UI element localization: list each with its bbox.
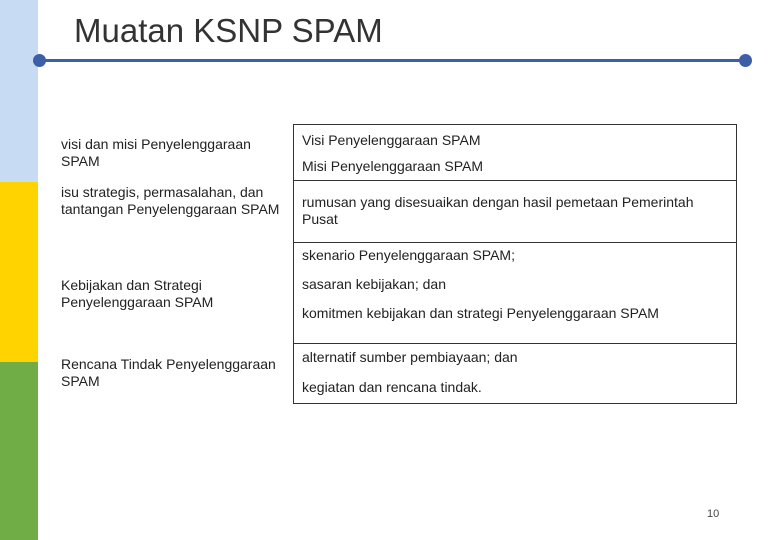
item-skenario: skenario Penyelenggaraan SPAM; [302, 247, 515, 263]
box-visi-misi [293, 124, 737, 181]
item-rumusan: rumusan yang disesuaikan dengan hasil pemetaan Pemerintah Pusat [302, 194, 694, 227]
side-bar-yellow [0, 182, 38, 362]
side-bar-blue [0, 0, 38, 182]
item-misi: Misi Penyelenggaraan SPAM [302, 158, 484, 174]
page-title: Muatan KSNP SPAM [74, 12, 383, 49]
title-rule [40, 59, 746, 62]
item-alternatif: alternatif sumber pembiayaan; dan [302, 349, 518, 365]
row-label-isu-strategis: isu strategis, permasalahan, dan tantangan Penyelenggaraan SPAM [61, 184, 280, 217]
row-label-visi-misi: visi dan misi Penyelenggaraan SPAM [61, 136, 251, 169]
row-label-kebijakan-strategi: Kebijakan dan Strategi Penyelenggaraan SPAM [61, 277, 214, 310]
side-gap [38, 0, 42, 540]
box-rencana-tindak [293, 343, 737, 404]
page-number: 10 [707, 508, 720, 520]
box-isu-strategis [293, 180, 737, 243]
box-kebijakan-strategi [293, 242, 737, 344]
item-kegiatan: kegiatan dan rencana tindak. [302, 379, 482, 395]
rule-dot-left [33, 54, 46, 67]
item-visi: Visi Penyelenggaraan SPAM [302, 132, 481, 148]
item-komitmen: komitmen kebijakan dan strategi Penyelenggaraan SPAM [302, 305, 659, 321]
rule-dot-right [739, 54, 752, 67]
item-sasaran: sasaran kebijakan; dan [302, 276, 446, 292]
side-bar-green [0, 362, 38, 540]
row-label-rencana-tindak: Rencana Tindak Penyelenggaraan SPAM [61, 356, 276, 389]
